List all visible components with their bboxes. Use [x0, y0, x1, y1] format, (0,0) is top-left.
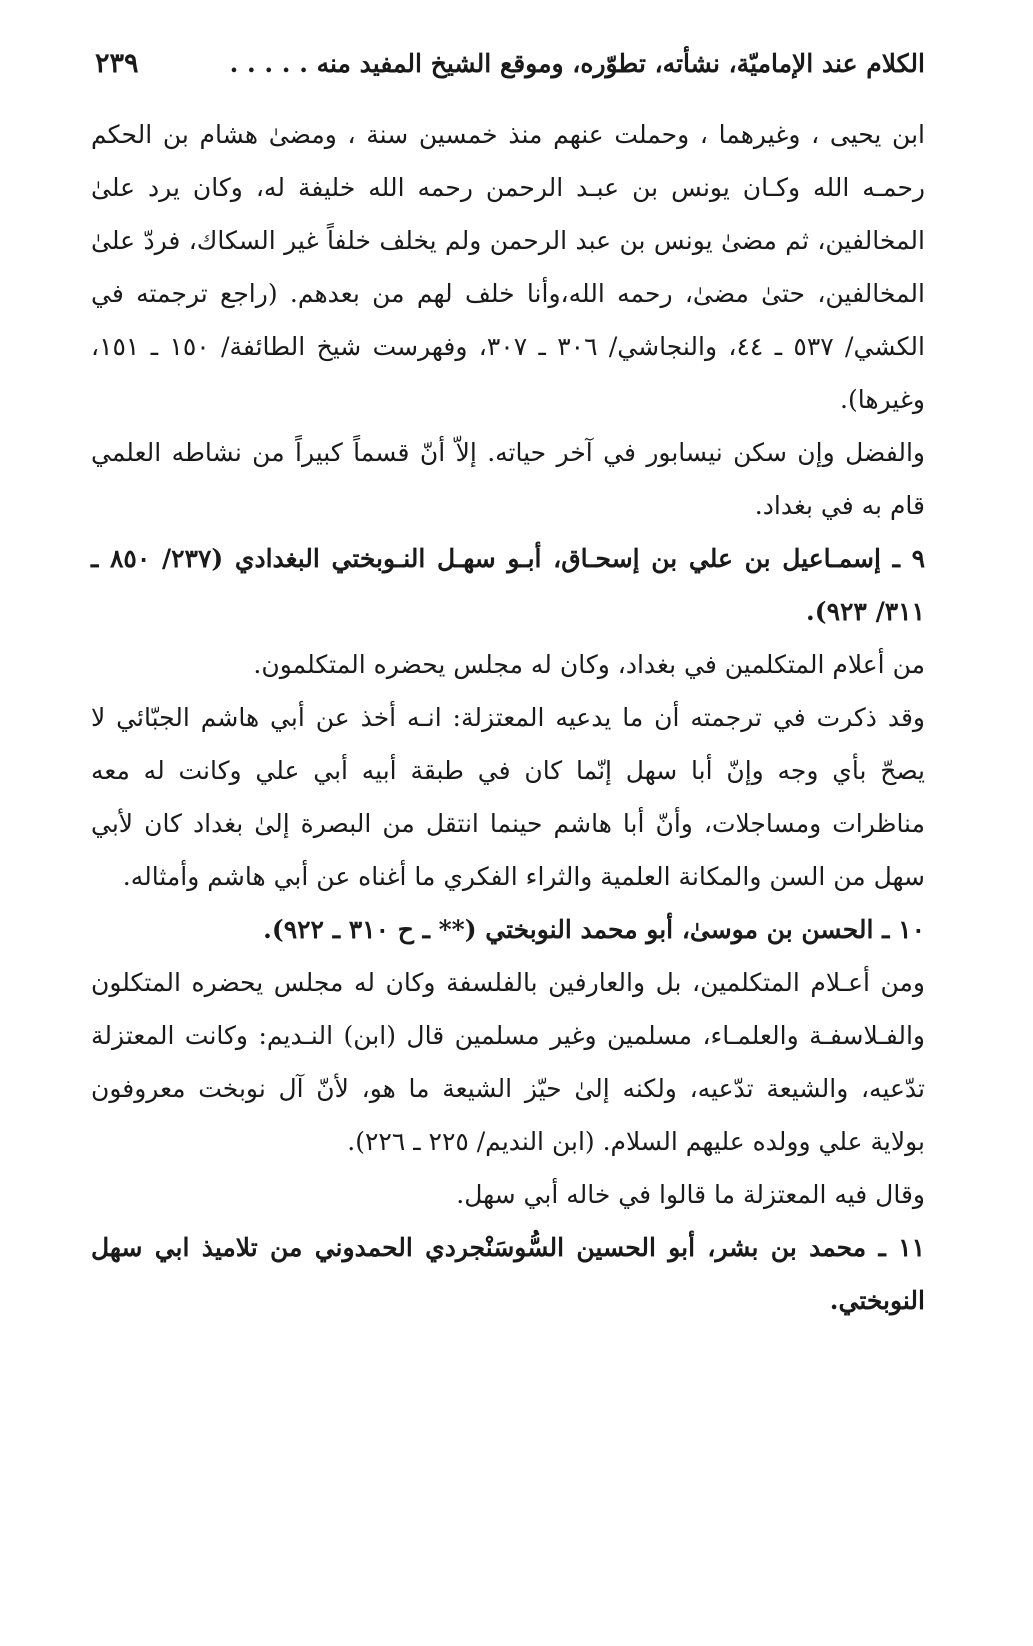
- page-header: [95, 44, 925, 84]
- entry-11-heading: ١١ ـ محمد بن بشر، أبو الحسين السُّوسَنْجردي الحمدوني من تلاميذ ابي سهل النوبختي.: [91, 1233, 925, 1315]
- entry-10-note: وقال فيه المعتزلة ما قالوا في خاله أبي سهل.: [456, 1180, 925, 1209]
- running-title: الكلام عند الإماميّة، نشأته، تطوّره، وموقع الشيخ المفيد منه . . . . .: [229, 49, 925, 78]
- paragraph-continuation: ابن يحيى ، وغيرهما ، وحملت عنهم منذ خمسين سنة ، ومضىٰ هشام بن الحكم رحمـه الله وكـان يونس بن عبـد الرحمن رحمه الله خليفة له، وكان يرد علىٰ المخالفين، ثم مضىٰ يونس بن عبد الرحمن ولم يخلف خلفاً غير السكاك، فردّ علىٰ المخالفين، حتىٰ مضىٰ، رحمه الله،وأنا خلف لهم من بعدهم. (راجع ترجمته في الكشي/ ٥٣٧ ـ ٤٤، والنجاشي/ ٣٠٦ ـ ٣٠٧، وفهرست شيخ الطائفة/ ١٥٠ ـ ١٥١، وغيرها).: [91, 120, 925, 414]
- entry-9-intro: من أعلام المتكلمين في بغداد، وكان له مجلس يحضره المتكلمون.: [253, 650, 925, 679]
- body-text: [91, 108, 925, 1327]
- paragraph-fadl: والفضل وإن سكن نيسابور في آخر حياته. إلاّ أنّ قسماً كبيراً من نشاطه العلمي قام به في بغداد.: [91, 438, 925, 520]
- entry-9-body: وقد ذكرت في ترجمته أن ما يدعيه المعتزلة: انـه أخذ عن أبي هاشم الجبّائي لا يصحّ بأي وجه وإنّ أبا سهل إنّما كان في طبقة أبيه أبي علي وكانت له معه مناظرات ومساجلات، وأنّ أبا هاشم حينما انتقل من البصرة إلىٰ بغداد كان لأبي سهل من السن والمكانة العلمية والثراء الفكري ما أغناه عن أبي هاشم وأمثاله.: [91, 703, 925, 891]
- page-number: ٢٣٩: [95, 48, 139, 79]
- entry-9-heading: ٩ ـ إسمـاعيل بن علي بن إسحـاق، أبـو سهـل النـوبختي البغدادي (٢٣٧/ ٨٥٠ ـ ٣١١/ ٩٢٣).: [91, 544, 926, 626]
- entry-10-heading: ١٠ ـ الحسن بن موسىٰ، أبو محمد النوبختي (** ـ ح ٣١٠ ـ ٩٢٢).: [263, 915, 925, 944]
- entry-10-body: ومن أعـلام المتكلمين، بل والعارفين بالفلسفة وكان له مجلس يحضره المتكلون والفـلاسفـة والعلمـاء، مسلمين وغير مسلمين قال (ابن) النـديم: وكانت المعتزلة تدّعيه، والشيعة تدّعيه، ولكنه إلىٰ حيّز الشيعة ما هو، لأنّ آل نوبخت معروفون بولاية علي وولده عليهم السلام. (ابن النديم/ ٢٢٥ ـ ٢٢٦).: [91, 968, 925, 1156]
